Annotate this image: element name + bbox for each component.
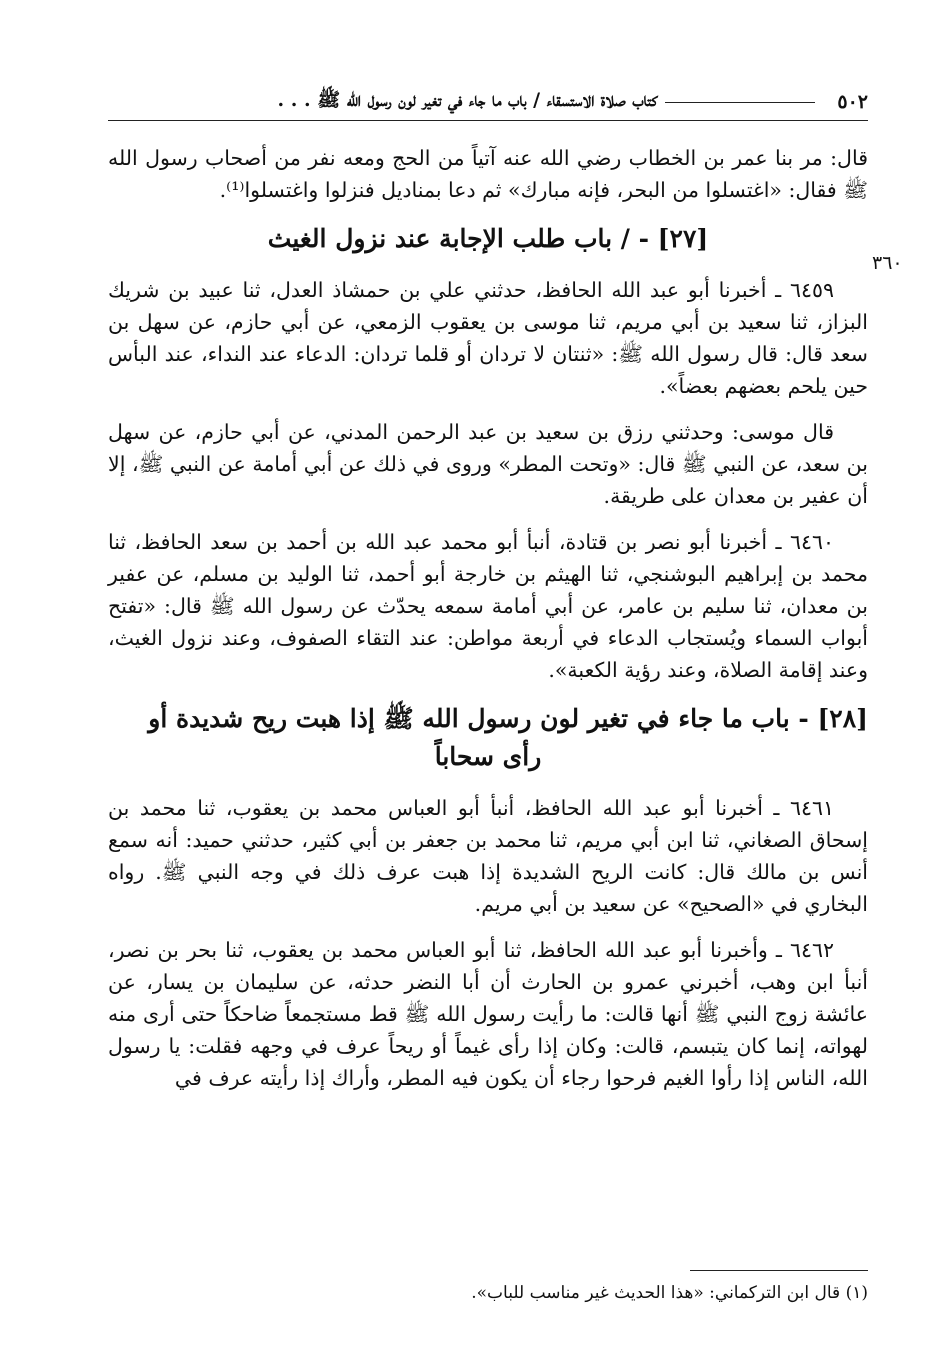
header-rule xyxy=(665,102,815,103)
footnote: (١) قال ابن التركماني: «هذا الحديث غير مناسب للباب». xyxy=(471,1283,868,1303)
footnote-divider xyxy=(690,1270,868,1271)
paragraph-musa: قال موسى: وحدثني رزق بن سعيد بن عبد الرحمن المدني، عن أبي حازم، عن سهل بن سعد، عن النبي ﷺ قال: «وتحت المطر» وروى في ذلك عن أبي أمامة عن النبي ﷺ، إلا أن عفير بن معدان على طريقة. xyxy=(108,420,868,508)
page-number: ٥٠٢ xyxy=(837,91,868,113)
hadith-6462: ٦٤٦٢ ـ وأخبرنا أبو عبد الله الحافظ، ثنا أبو العباس محمد بن يعقوب، ثنا بحر بن نصر، أنبأ ابن وهب، أخبرني عمرو بن الحارث أن أبا النضر حدثه، عن سليمان بن يسار، عن عائشة زوج النبي ﷺ أنها قالت: ما رأيت رسول الله ﷺ قط مستجمعاً ضاحكاً حتى أرى منه لهواته، إنما كان يتبسم، قالت: وكان إذا رأى غيماً أو ريحاً عرف في وجهه فقلت: يا رسول الله، الناس إذا رأوا الغيم فرحوا رجاء أن يكون فيه المطر، وأراك إذا رأيته عرف في xyxy=(108,938,868,1090)
hadith-6461: ٦٤٦١ ـ أخبرنا أبو عبد الله الحافظ، أنبأ أبو العباس محمد بن يعقوب، ثنا محمد بن إسحاق الصغاني، ثنا ابن أبي مريم، ثنا محمد بن جعفر بن أبي كثير، حدثني حميد: أنه سمع أنس بن مالك قال: كانت الريح الشديدة إذا هبت عرف ذلك في وجه النبي ﷺ. رواه البخاري في «الصحيح» عن سعيد بن أبي مريم. xyxy=(108,796,868,916)
running-title: كتاب صلاة الاستسقاء / باب ما جاء في تغير لون رسول الله ﷺ . . . xyxy=(277,89,658,111)
chapter-heading-27: [٢٧] - / باب طلب الإجابة عند نزول الغيث xyxy=(267,224,709,253)
chapter-heading-28: [٢٨] - باب ما جاء في تغير لون رسول الله ﷺ إذا هبت ريح شديدة أو رأى سحاباً xyxy=(148,704,868,771)
paragraph-intro: قال: مر بنا عمر بن الخطاب رضي الله عنه آتياً من الحج ومعه نفر من أصحاب رسول الله ﷺ فقال: «اغتسلوا من البحر، فإنه مبارك» ثم دعا بمناديل فنزلوا واغتسلوا⁽¹⁾. xyxy=(108,146,868,202)
margin-page-reference: ٣٦٠ xyxy=(872,252,903,274)
main-text xyxy=(108,142,868,1108)
hadith-6460: ٦٤٦٠ ـ أخبرنا أبو نصر بن قتادة، أنبأ أبو محمد عبد الله بن أحمد بن سعد الحافظ، ثنا محمد بن إبراهيم البوشنجي، ثنا الهيثم بن خارجة أبو أحمد، ثنا الوليد بن مسلم، عن عفير بن معدان، ثنا سليم بن عامر، عن أبي أمامة سمعه يحدّث عن رسول الله ﷺ قال: «تفتح أبواب السماء ويُستجاب الدعاء في أربعة مواطن: عند التقاء الصفوف، وعند نزول الغيث، وعند إقامة الصلاة، وعند رؤية الكعبة». xyxy=(108,530,868,682)
hadith-6459: ٦٤٥٩ ـ أخبرنا أبو عبد الله الحافظ، حدثني علي بن حمشاذ العدل، ثنا عبيد بن شريك البزاز، ثنا سعيد بن أبي مريم، ثنا موسى بن يعقوب الزمعي، عن أبي حازم، عن سهل بن سعد قال: قال رسول الله ﷺ: «ثنتان لا تردان أو قلما تردان: الدعاء عند النداء، عند البأس حين يلحم بعضهم بعضاً». xyxy=(108,278,868,398)
running-header xyxy=(108,84,868,121)
